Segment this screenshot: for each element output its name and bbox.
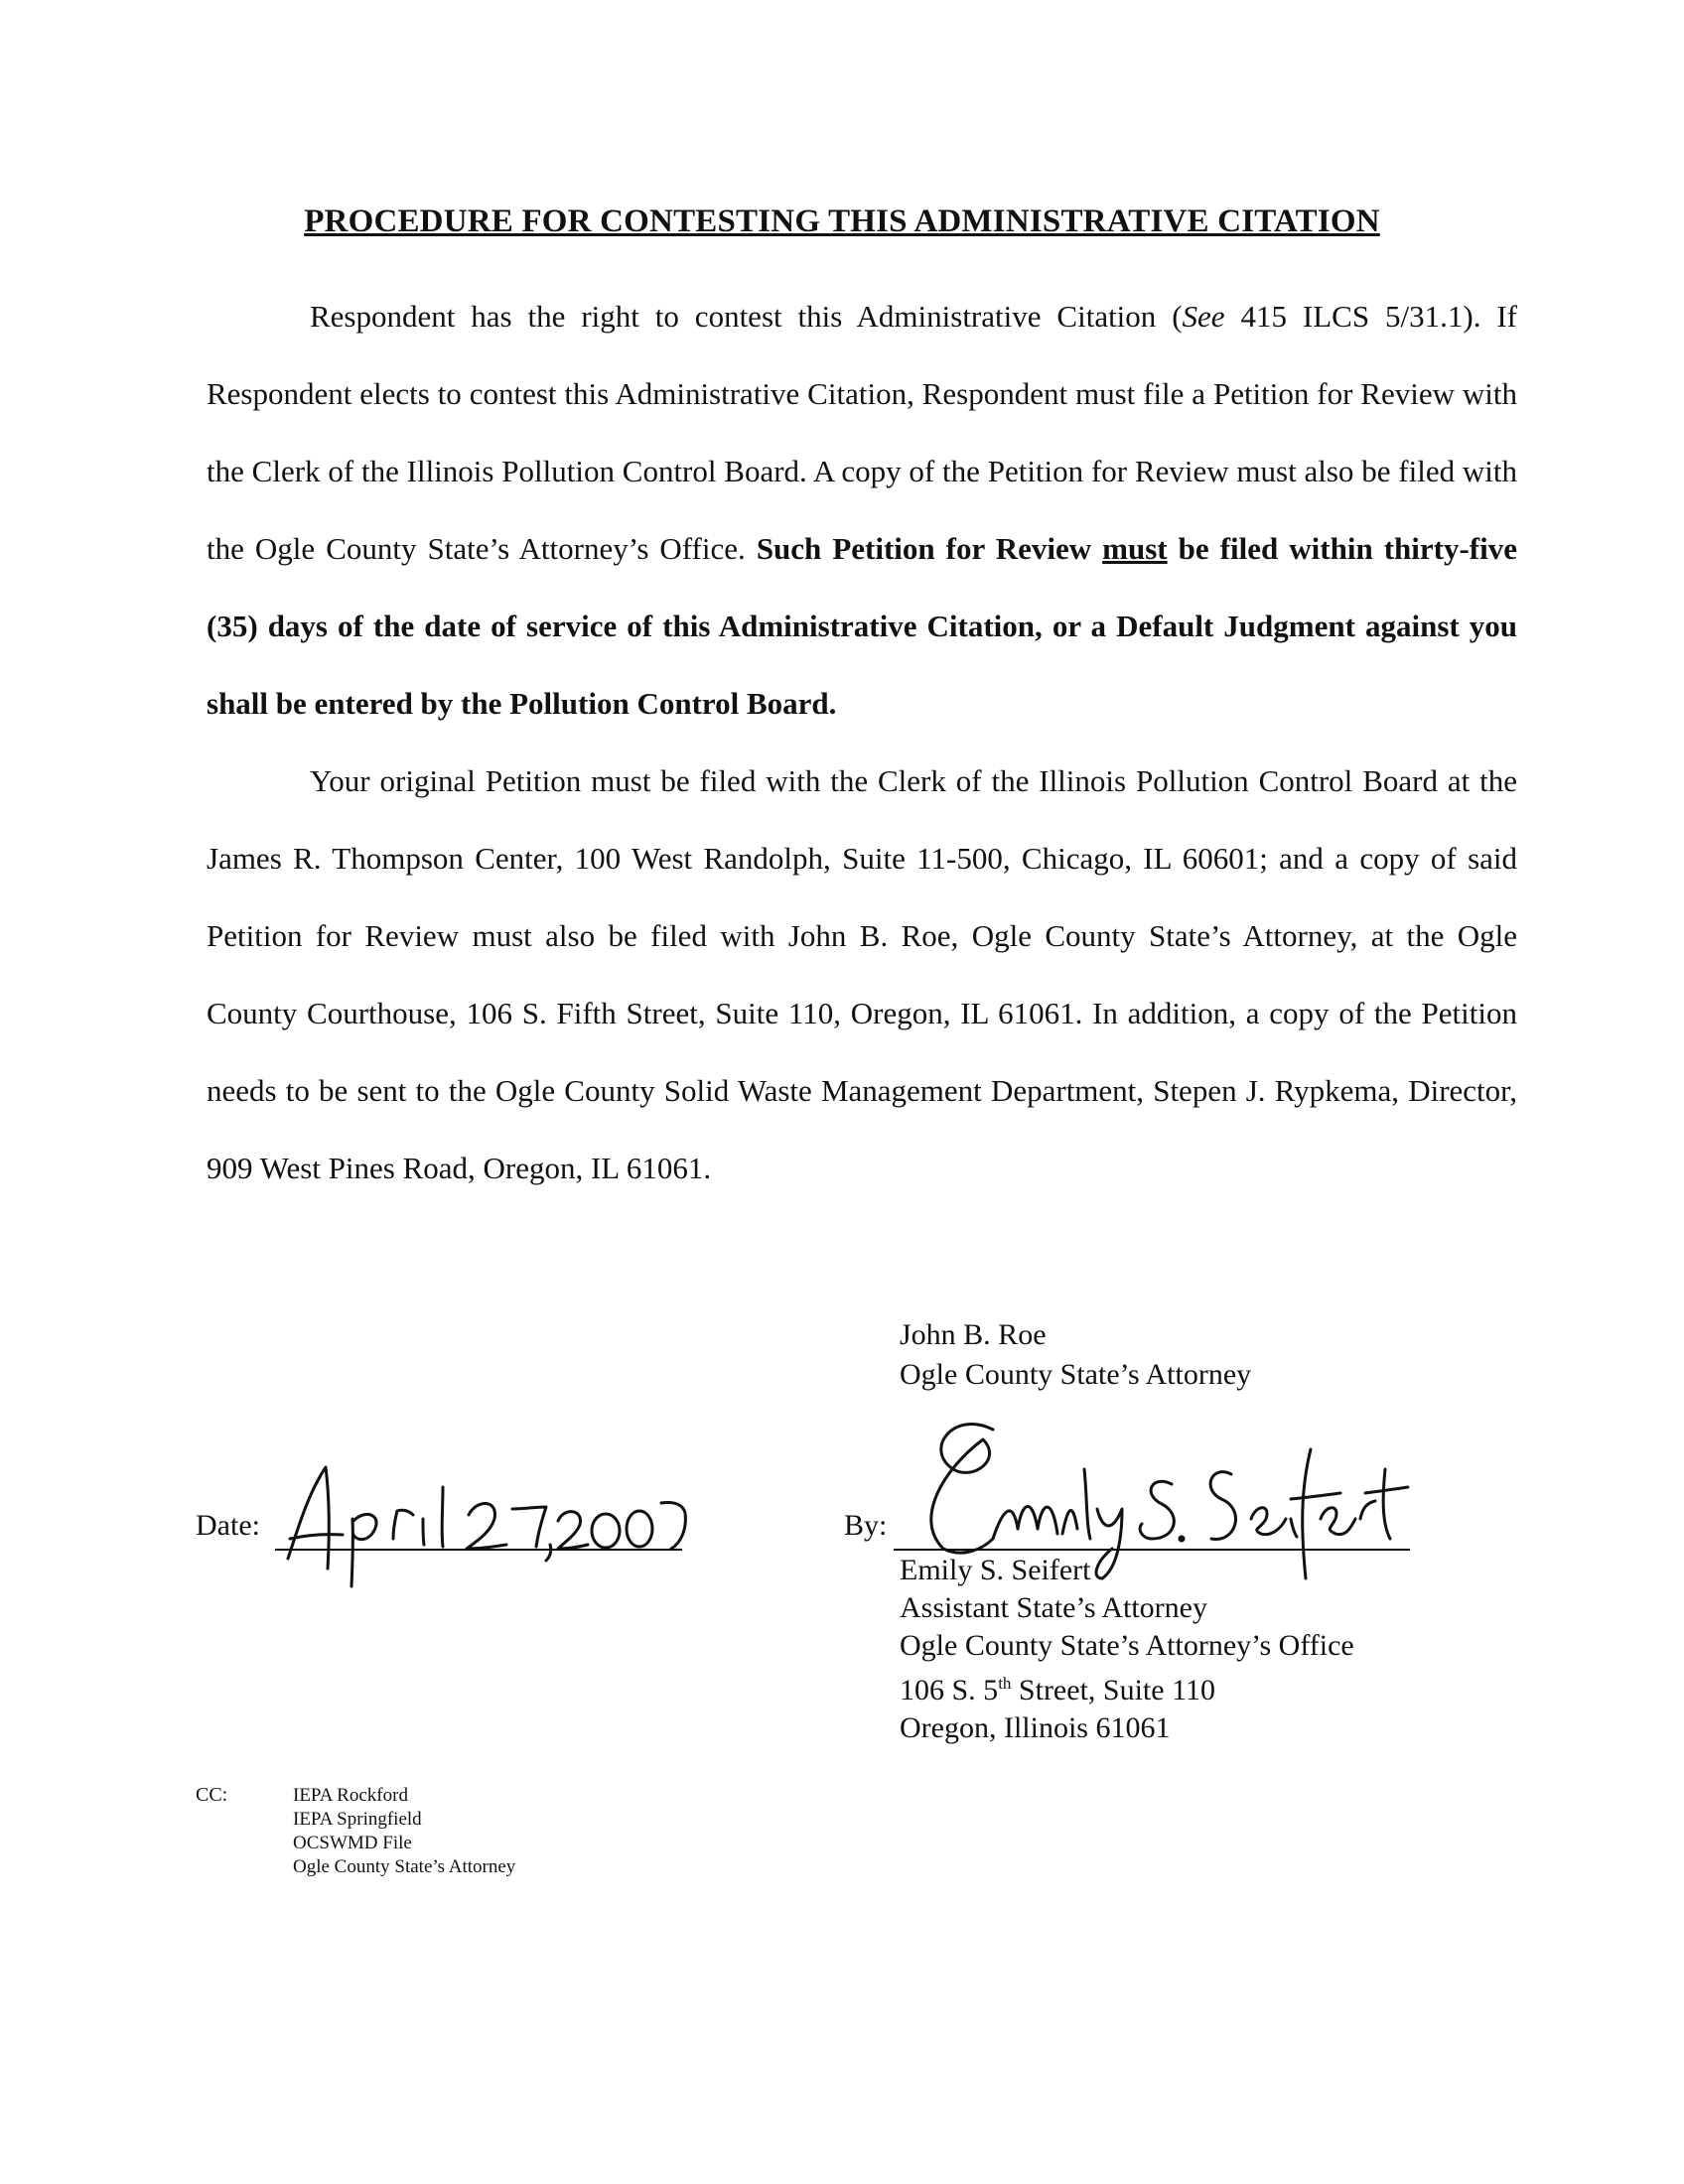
deadline-warning-a: Such Petition for Review [756, 531, 1103, 566]
street-number: 106 S. 5 [900, 1674, 999, 1706]
street-ordinal: th [998, 1674, 1012, 1693]
signer-office: Ogle County State’s Attorney’s Office [900, 1629, 1354, 1662]
cc-recipient: OCSWMD File [293, 1833, 412, 1853]
date-label: Date: [196, 1509, 260, 1542]
paragraph-filing-addresses: Your original Petition must be filed with the Clerk of the Illinois Pollution Control Board at the James R. Thompson Center, 100 West Randolph, Suite 11-500, Chicago, IL 60601; and a copy of said Petition for Review must also be filed with John B. Roe, Ogle County State’s Attorney, at the Ogle County Courthouse, 106 S. Fifth Street, Suite 110, Oregon, IL 61061. In addition, a copy of the Petition needs to be sent to the Ogle County Solid Waste Management Department, Stepen J. Rypkema, Director, 909 West Pines Road, Oregon, IL 61061. [207, 763, 1517, 1185]
cc-recipient: IEPA Rockford [293, 1785, 408, 1806]
attorney-header [900, 1315, 1251, 1395]
signer-block [900, 1552, 1354, 1747]
paragraph1-text-a: Respondent has the right to contest this Administrative Citation ( [310, 299, 1183, 334]
date-signature-line [275, 1549, 682, 1551]
document-title: PROCEDURE FOR CONTESTING THIS ADMINISTRATIVE CITATION [304, 204, 1380, 239]
cc-recipient: Ogle County State’s Attorney [293, 1856, 516, 1877]
cc-recipient: IEPA Springfield [293, 1809, 422, 1830]
by-label: By: [844, 1509, 888, 1542]
deadline-warning-b: be filed within thirty-five (35) days of the date of service of this Administrative Citation, or a Default Judgment against you shall be entered by the Pollution Control Board. [207, 531, 1518, 721]
attorney-name: John B. Roe [900, 1318, 1047, 1351]
deadline-must-emphasis: must [1102, 531, 1168, 566]
body-text [207, 278, 1517, 1207]
signer-street [900, 1665, 1354, 1709]
signer-city: Oregon, Illinois 61061 [900, 1711, 1171, 1744]
see-citation-signal: See [1182, 299, 1225, 334]
cc-recipient-list [293, 1784, 515, 1879]
paragraph-contest-rights [207, 278, 1517, 743]
attorney-title: Ogle County State’s Attorney [900, 1358, 1252, 1391]
street-suite: Street, Suite 110 [1011, 1674, 1215, 1706]
cc-label: CC: [196, 1784, 228, 1806]
paragraph1-text-b: 415 ILCS 5/31.1). If Respondent elects to contest this Administrative Citation, Respondent must file a Petition for Review with the Clerk of the Illinois Pollution Control Board. A copy of the Petition for Review must also be filed with the Ogle County State’s Attorney’s Office. [207, 299, 1518, 566]
by-signature-line [894, 1549, 1410, 1551]
handwritten-date [268, 1439, 695, 1588]
signer-title: Assistant State’s Attorney [900, 1591, 1207, 1624]
signer-name: Emily S. Seifert [900, 1554, 1091, 1586]
